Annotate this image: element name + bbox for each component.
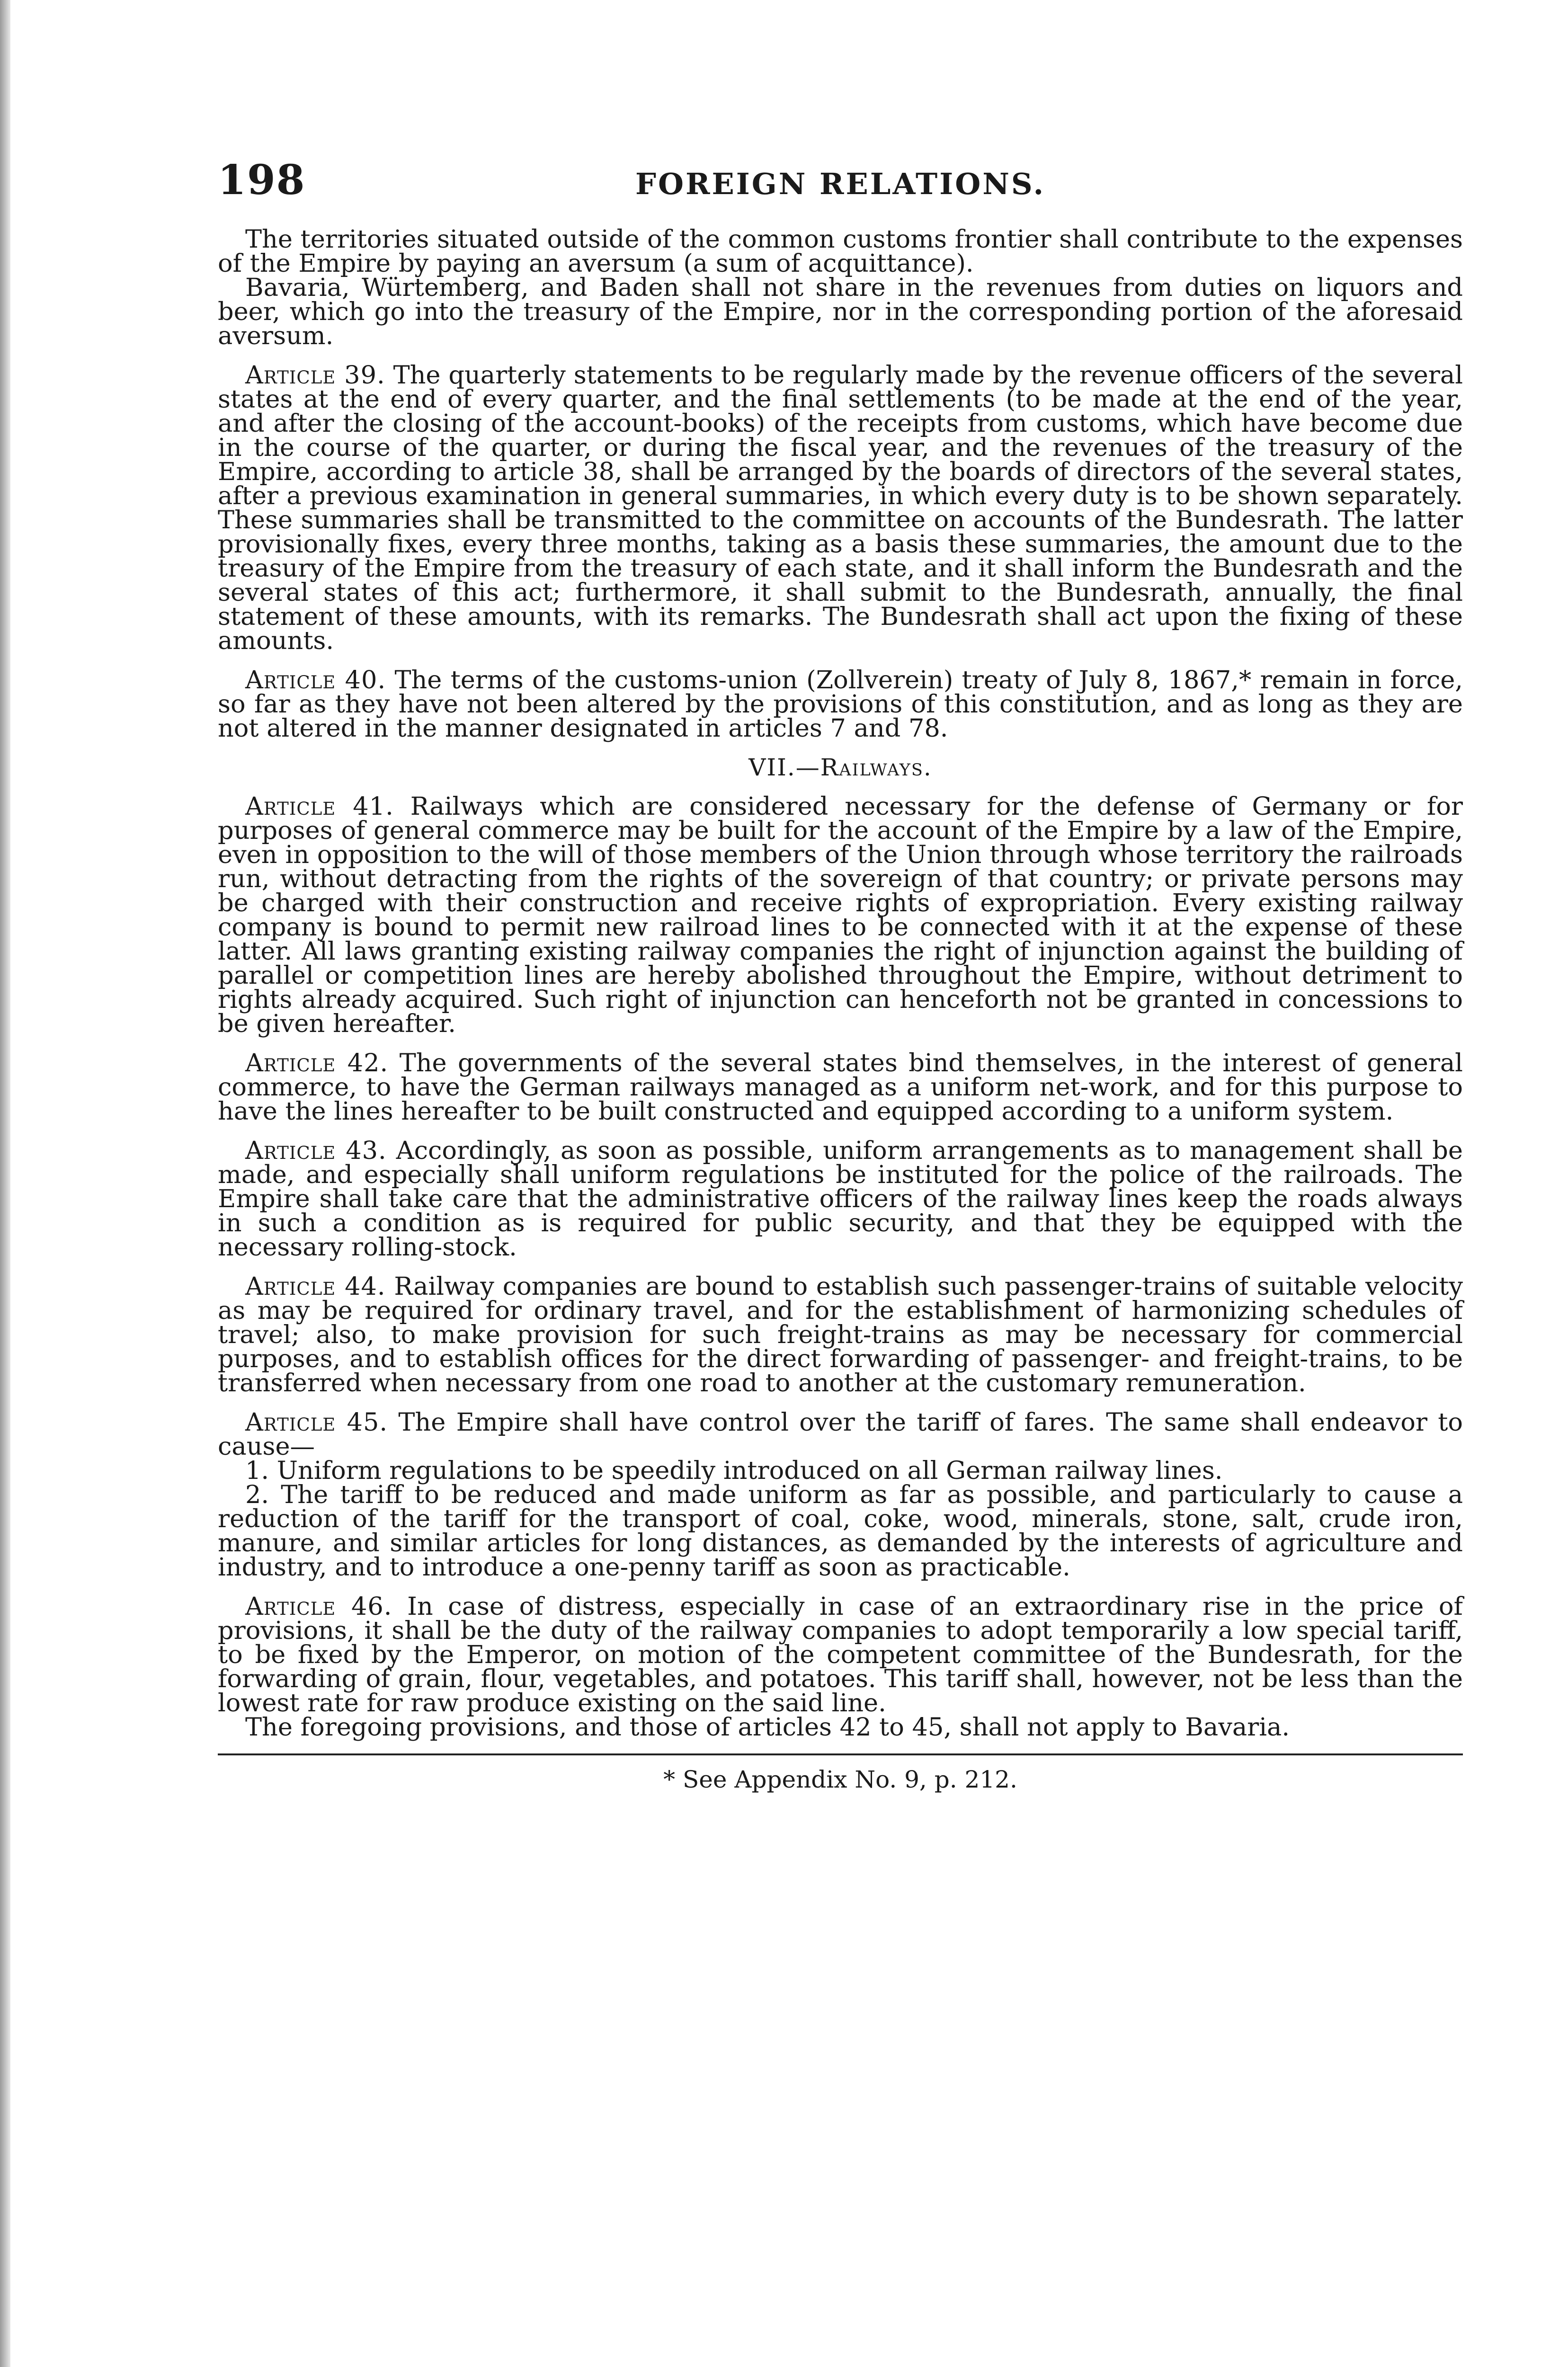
document-page bbox=[218, 156, 1463, 1793]
article-41-text: Railways which are considered necessary for the defense of Germany or for purposes of general commerce may be built for the account of the Empire by a law of the Empire, even in opposition to the will of those members of the Union through whose territory the railroads run, without detracting from the rights of the sovereign of that country; or private persons may be charged with their construction and receive rights of expropriation. Every existing railway company is bound to permit new railroad lines to be connected with it at the expense of these latter. All laws granting existing railway companies the right of injunction against the building of parallel or competition lines are hereby abolished throughout the Empire, without detriment to rights already acquired. Such right of injunction can henceforth not be granted in concessions to be given hereafter. bbox=[218, 792, 1463, 1038]
running-head: FOREIGN RELATIONS. bbox=[635, 167, 1046, 201]
article-45-item-1: 1. Uniform regulations to be speedily introduced on all German railway lines. bbox=[245, 1456, 1223, 1485]
article-41-label: Article 41. bbox=[245, 792, 394, 821]
article-45-label: Article 45. bbox=[245, 1408, 388, 1437]
scan-edge bbox=[0, 0, 10, 2367]
article-39-label: Article 39. bbox=[245, 361, 385, 390]
article-43-text: Accordingly, as soon as possible, uniform arrangements as to management shall be made, and especially shall uniform regulations be instituted for the police of the railroads. The Empire shall take care that the administrative officers of the railway lines keep the roads always in such a condition as is required for public security, and that they be equipped with the necessary rolling-stock. bbox=[218, 1136, 1463, 1262]
article-40-label: Article 40. bbox=[245, 666, 386, 694]
article-44-text: Railway companies are bound to establish such passenger-trains of suitable velocity as may be required for ordinary travel, and for the establishment of harmonizing schedules of travel; also, to make provision for such freight-trains as may be necessary for commercial purposes, and to establish offices for the direct forwarding of passenger- and freight-trains, to be transferred when necessary from one road to another at the customary remuneration. bbox=[218, 1272, 1463, 1397]
article-43-label: Article 43. bbox=[245, 1136, 387, 1165]
page-header bbox=[218, 156, 1463, 227]
section-heading-railways: VII.—Railways. bbox=[748, 754, 932, 781]
article-44 bbox=[218, 1274, 1463, 1395]
article-45-item-2: 2. The tariff to be reduced and made uniform as far as possible, and particularly to cause a reduction of the tariff for the transport of coal, coke, wood, minerals, stone, salt, crude iron, manure, and similar articles for long distances, as demanded by the interests of agriculture and industry, and to introduce a one-penny tariff as soon as practicable. bbox=[218, 1480, 1463, 1582]
article-45 bbox=[218, 1410, 1463, 1459]
article-42-label: Article 42. bbox=[245, 1049, 389, 1077]
paragraph-bavaria-exception: The foregoing provisions, and those of articles 42 to 45, shall not apply to Bavaria. bbox=[245, 1713, 1290, 1742]
footnote: * See Appendix No. 9, p. 212. bbox=[663, 1766, 1017, 1793]
article-41 bbox=[218, 794, 1463, 1036]
article-40-text: The terms of the customs-union (Zollverein) treaty of July 8, 1867,* remain in force, so far as they have not been altered by the provisions of this constitution, and as long as they are not altered in the manner designated in articles 7 and 78. bbox=[218, 666, 1463, 743]
paragraph-territories: The territories situated outside of the common customs frontier shall contribute to the expenses of the Empire by paying an aversum (a sum of acquittance). bbox=[218, 225, 1463, 278]
article-39-text: The quarterly statements to be regularly made by the revenue officers of the several states at the end of every quarter, and the final settlements (to be made at the end of the year, and after the closing of the account-books) of the receipts from customs, which have become due in the course of the quarter, or during the fiscal year, and the revenues of the treasury of the Empire, according to article 38, shall be arranged by the boards of directors of the several states, after a previous examination in general summaries, in which every duty is to be shown separately. These summaries shall be transmitted to the committee on accounts of the Bundesrath. The latter provisionally fixes, every three months, taking as a basis these summaries, the amount due to the treasury of the Empire from the treasury of each state, and it shall inform the Bundesrath and the several states of this act; furthermore, it shall submit to the Bundesrath, annually, the final statement of these amounts, with its remarks. The Bundesrath shall act upon the fixing of these amounts. bbox=[218, 361, 1463, 655]
article-40 bbox=[218, 666, 1463, 743]
article-42-text: The governments of the several states bind themselves, in the interest of general commerce, to have the German railways managed as a uniform net-work, and for this purpose to have the lines hereafter to be built constructed and equipped according to a uniform system. bbox=[218, 1049, 1463, 1126]
article-45-text: The Empire shall have control over the tariff of fares. The same shall endeavor to cause— bbox=[218, 1408, 1463, 1461]
article-46-label: Article 46. bbox=[245, 1592, 392, 1621]
article-44-label: Article 44. bbox=[245, 1272, 386, 1301]
paragraph-bavaria-wurtemberg-baden: Bavaria, Würtemberg, and Baden shall not share in the revenues from duties on liquors and beer, which go into the treasury of the Empire, nor in the corresponding portion of the aforesaid aversum. bbox=[218, 273, 1463, 350]
article-42 bbox=[218, 1049, 1463, 1126]
article-46 bbox=[218, 1594, 1463, 1715]
article-39 bbox=[218, 363, 1463, 653]
footnote-rule bbox=[218, 1753, 1463, 1755]
article-46-text: In case of distress, especially in case of an extraordinary rise in the price of provisions, it shall be the duty of the railway companies to adopt temporarily a low special tariff, to be fixed by the Emperor, on motion of the competent committee of the Bundesrath, for the forwarding of grain, flour, vegetables, and potatoes. This tariff shall, however, not be less than the lowest rate for raw produce existing on the said line. bbox=[218, 1592, 1463, 1717]
article-43 bbox=[218, 1136, 1463, 1262]
page-number: 198 bbox=[218, 156, 306, 204]
